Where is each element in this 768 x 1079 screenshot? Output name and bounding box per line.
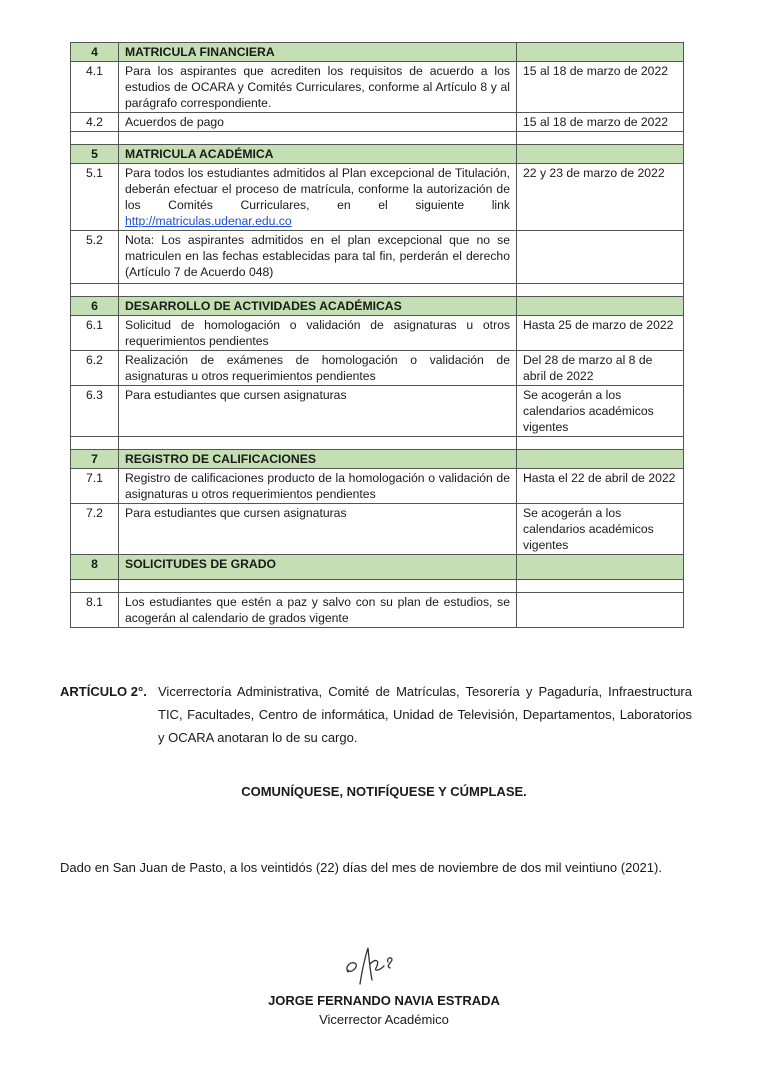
blank-row (71, 284, 684, 297)
enrollment-link[interactable]: http://matriculas.udenar.edu.co (125, 214, 292, 228)
signature-icon (330, 940, 410, 990)
row-date: 15 al 18 de marzo de 2022 (517, 113, 684, 132)
section-title: SOLICITUDES DE GRADO (119, 555, 517, 580)
section-row (71, 297, 684, 316)
row-number: 4.1 (71, 62, 119, 113)
row-description: Realización de exámenes de homologación o validación de asignaturas u otros requerimientos pendientes (119, 351, 517, 386)
section-row (71, 450, 684, 469)
row-description: Nota: Los aspirantes admitidos en el plan excepcional que no se matriculen en las fechas establecidas para tal fin, perderán el derecho (Artículo 7 de Acuerdo 048) (119, 231, 517, 284)
table-row (71, 469, 684, 504)
section-number: 6 (71, 297, 119, 316)
section-row (71, 43, 684, 62)
section-row (71, 145, 684, 164)
table-row (71, 386, 684, 437)
row-description: Solicitud de homologación o validación de asignaturas u otros requerimientos pendientes (119, 316, 517, 351)
row-number: 8.1 (71, 593, 119, 628)
row-number: 6.3 (71, 386, 119, 437)
row-date: Se acogerán a los calendarios académicos vigentes (517, 504, 684, 555)
article-2 (60, 680, 692, 749)
row-number: 7.2 (71, 504, 119, 555)
table-row (71, 62, 684, 113)
row-number: 6.1 (71, 316, 119, 351)
signer-role: Vicerrector Académico (319, 1012, 449, 1027)
row-description-text: Para todos los estudiantes admitidos al Plan excepcional de Titulación, deberán efectuar el proceso de matrícula, conforme la autorización de los Comités Curriculares, en el siguiente link (125, 166, 510, 212)
closing-statement: COMUNÍQUESE, NOTIFÍQUESE Y CÚMPLASE. (241, 784, 527, 799)
table-row (71, 316, 684, 351)
row-description: Los estudiantes que estén a paz y salvo con su plan de estudios, se acogerán al calendario de grados vigente (119, 593, 517, 628)
section-title: REGISTRO DE CALIFICACIONES (119, 450, 517, 469)
row-date: Se acogerán a los calendarios académicos vigentes (517, 386, 684, 437)
blank-row (71, 132, 684, 145)
signer-block (0, 991, 768, 1029)
row-date: Del 28 de marzo al 8 de abril de 2022 (517, 351, 684, 386)
row-number: 5.2 (71, 231, 119, 284)
table-row (71, 164, 684, 231)
blank-row (71, 580, 684, 593)
row-description: Para los aspirantes que acrediten los requisitos de acuerdo a los estudios de OCARA y Comités Curriculares, conforme al Artículo 8 y al parágrafo correspondiente. (119, 62, 517, 113)
table-row (71, 504, 684, 555)
section-row (71, 555, 684, 580)
row-number: 7.1 (71, 469, 119, 504)
row-date: Hasta el 22 de abril de 2022 (517, 469, 684, 504)
row-date: 15 al 18 de marzo de 2022 (517, 62, 684, 113)
section-number: 4 (71, 43, 119, 62)
row-description (119, 164, 517, 231)
row-date (517, 231, 684, 284)
table-row (71, 351, 684, 386)
section-number: 7 (71, 450, 119, 469)
section-number: 5 (71, 145, 119, 164)
article-text: Vicerrectoría Administrativa, Comité de Matrículas, Tesorería y Pagaduría, Infraestructura TIC, Facultades, Centro de informática, Unidad de Televisión, Departamentos, Laboratorios y OCARA anotaran lo de su cargo. (158, 684, 692, 745)
schedule-table (70, 42, 684, 628)
blank-row (71, 437, 684, 450)
section-title: MATRICULA ACADÉMICA (119, 145, 517, 164)
section-title: MATRICULA FINANCIERA (119, 43, 517, 62)
section-title: DESARROLLO DE ACTIVIDADES ACADÉMICAS (119, 297, 517, 316)
article-label: ARTÍCULO 2°. (60, 684, 147, 699)
signer-name: JORGE FERNANDO NAVIA ESTRADA (268, 993, 500, 1008)
table-row (71, 231, 684, 284)
row-number: 4.2 (71, 113, 119, 132)
table-row (71, 113, 684, 132)
row-date: 22 y 23 de marzo de 2022 (517, 164, 684, 231)
row-description: Registro de calificaciones producto de la homologación o validación de asignaturas u otros requerimientos pendientes (119, 469, 517, 504)
row-description: Para estudiantes que cursen asignaturas (119, 386, 517, 437)
row-description: Acuerdos de pago (119, 113, 517, 132)
row-date: Hasta 25 de marzo de 2022 (517, 316, 684, 351)
issue-statement: Dado en San Juan de Pasto, a los veintidós (22) días del mes de noviembre de dos mil veintiuno (2021). (60, 860, 662, 875)
row-date (517, 593, 684, 628)
table-row (71, 593, 684, 628)
row-number: 5.1 (71, 164, 119, 231)
row-number: 6.2 (71, 351, 119, 386)
section-number: 8 (71, 555, 119, 580)
row-description: Para estudiantes que cursen asignaturas (119, 504, 517, 555)
